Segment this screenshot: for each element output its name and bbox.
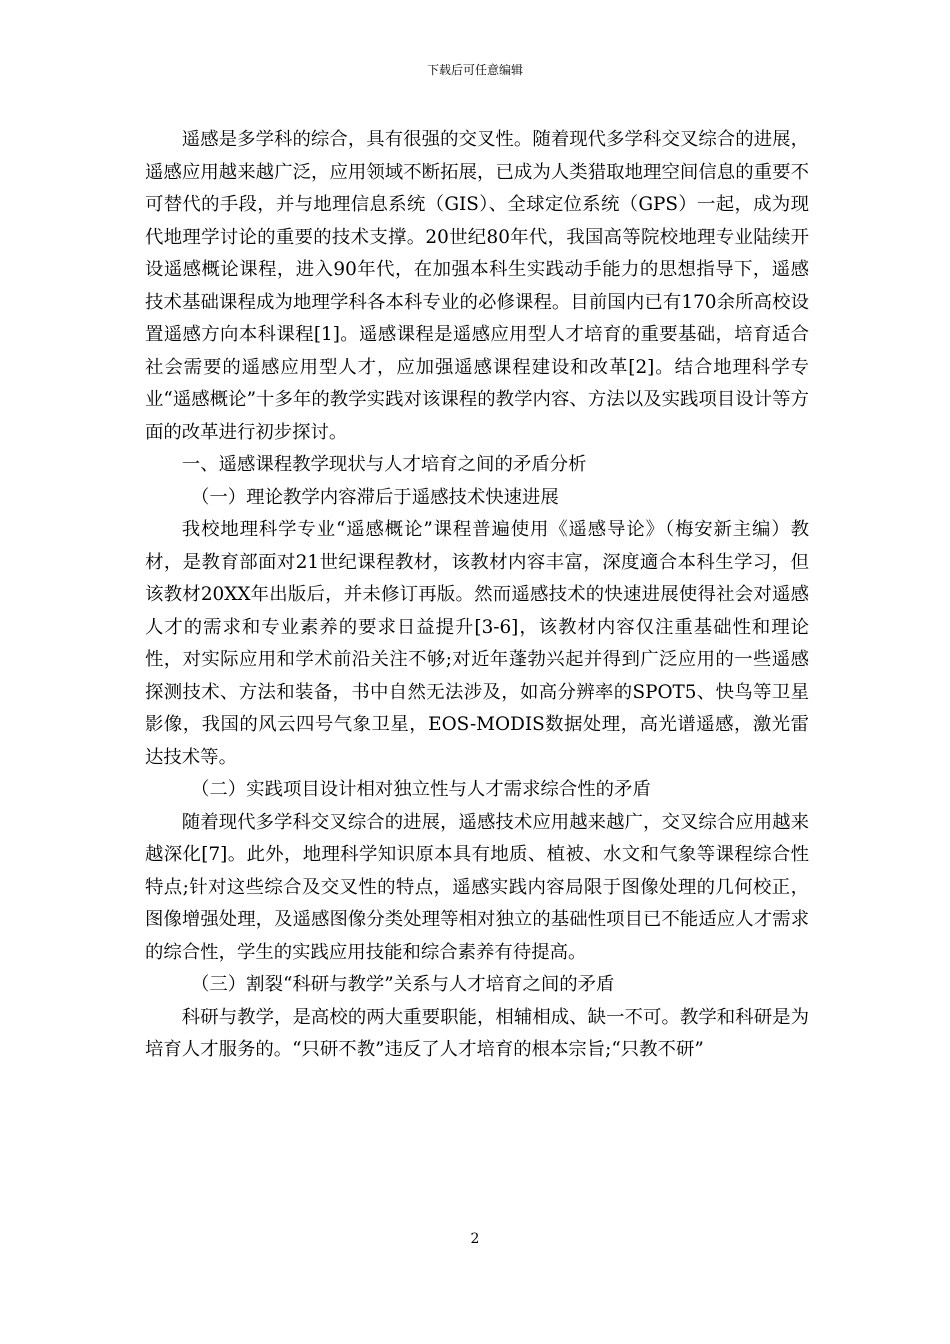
page-number: 2 — [470, 1231, 480, 1247]
document-body — [145, 124, 809, 1067]
subsection-paragraph-1: 我校地理科学专业“遥感概论”课程普遍使用《遥感导论》（梅安新主编）教材，是教育部面对21世纪课程教材，该教材内容丰富，深度適合本科生学习，但该教材20XX年出版后，并未修订再版。然而遥感技术的快速进展使得社会对遥感人才的需求和专业素养的要求日益提升[3-6]，该教材内容仅注重基础性和理论性，对实际应用和学术前沿关注不够;对近年蓬勃兴起并得到广泛应用的一些遥感探测技术、方法和装备，书中自然无法涉及，如高分辨率的SPOT5、快鸟等卫星影像，我国的风云四号气象卫星，EOS-MODIS数据处理，高光谱遥感，激光雷达技术等。 — [145, 519, 809, 768]
subsection-paragraph-3: 科研与教学，是高校的两大重要职能，相辅相成、缺一不可。教学和科研是为培育人才服务的。“只研不教”违反了人才培育的根本宗旨;“只教不研” — [145, 1006, 809, 1060]
subsection-heading-2: （二）实践项目设计相对独立性与人才需求综合性的矛盾 — [191, 779, 651, 800]
page-header: 下载后可任意编辑 — [426, 63, 523, 77]
section-heading-1: 一、遥感课程教学现状与人才培育之间的矛盾分析 — [181, 454, 587, 475]
intro-paragraph: 遥感是多学科的综合，具有很强的交叉性。随着现代多学科交叉综合的进展，遥感应用越来越广泛，应用领域不断拓展，已成为人类猎取地理空间信息的重要不可替代的手段，并与地理信息系统（GIS）、全球定位系统（GPS）一起，成为现代地理学讨论的重要的技术支撑。20世纪80年代，我国高等院校地理专业陆续开设遥感概论课程，进入90年代，在加强本科生实践动手能力的思想指导下，遥感技术基础课程成为地理学科各本科专业的必修课程。目前国内已有170余所高校设置遥感方向本科课程[1]。遥感课程是遥感应用型人才培育的重要基础，培育适合社会需要的遥感应用型人才，应加强遥感课程建设和改革[2]。结合地理科学专业“遥感概论”十多年的教学实践对该课程的教学内容、方法以及实践项目设计等方面的改革进行初步探讨。 — [145, 129, 809, 443]
subsection-heading-1: （一）理论教学内容滞后于遥感技术快速进展 — [191, 486, 559, 508]
subsection-paragraph-2: 随着现代多学科交叉综合的进展，遥感技术应用越来越广，交叉综合应用越来越深化[7]。此外，地理科学知识原本具有地质、植被、水文和气象等课程综合性特点;针对这些综合及交叉性的特点，遥感实践内容局限于图像处理的几何校正，图像增强处理，及遥感图像分类处理等相对独立的基础性项目已不能适应人才需求的综合性，学生的实践应用技能和综合素养有待提高。 — [145, 811, 809, 963]
subsection-heading-3: （三）割裂“科研与教学”关系与人才培育之间的矛盾 — [191, 974, 615, 995]
